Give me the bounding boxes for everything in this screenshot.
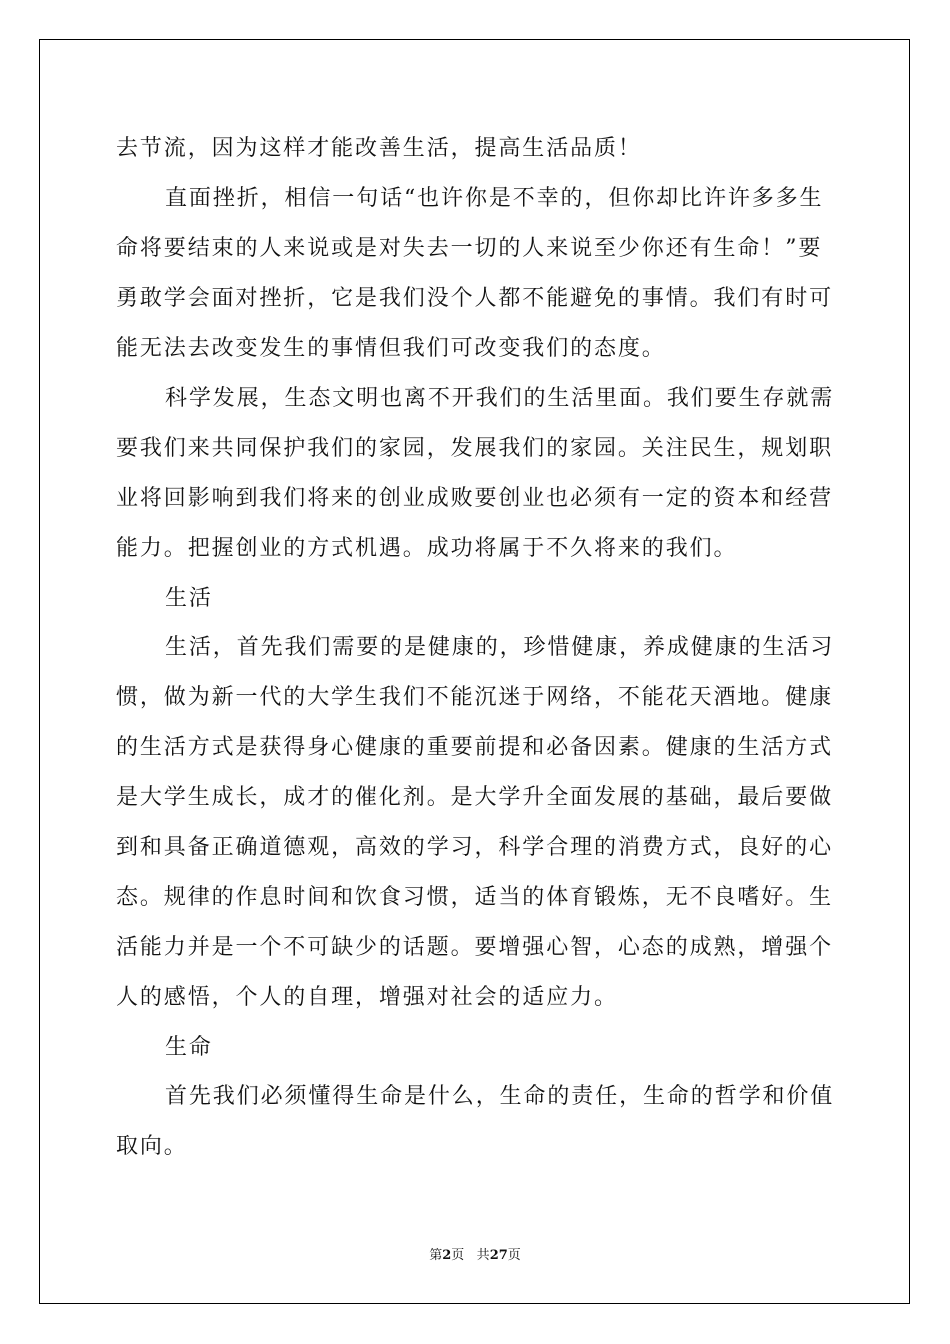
section-heading-life-meaning: 生命 — [165, 1035, 213, 1060]
text-line: 惯，做为新一代的大学生我们不能沉迷于网络，不能花天酒地。健康 — [116, 685, 834, 710]
paragraph-text-line: 科学发展，生态文明也离不开我们的生活里面。我们要生存就需 — [165, 386, 835, 411]
paragraph-text-line: 直面挫折，相信一句话“也许你是不幸的，但你却比许许多多生 — [165, 186, 824, 211]
text-line: 是大学生成长，成才的催化剂。是大学升全面发展的基础，最后要做 — [116, 785, 834, 810]
text-line: 勇敢学会面对挫折，它是我们没个人都不能避免的事情。我们有时可 — [116, 286, 834, 311]
total-prefix: 共 — [476, 1248, 490, 1263]
text-line: 取向。 — [116, 1134, 188, 1159]
total-suffix: 页 — [507, 1248, 521, 1263]
text-line: 命将要结束的人来说或是对失去一切的人来说至少你还有生命！”要 — [116, 236, 823, 261]
page-suffix: 页 — [451, 1248, 465, 1263]
page-prefix: 第 — [429, 1248, 443, 1263]
section-heading-life: 生活 — [165, 586, 213, 611]
total-pages: 27 — [489, 1248, 508, 1263]
text-line: 去节流，因为这样才能改善生活，提高生活品质！ — [116, 136, 642, 161]
page-border — [39, 39, 910, 1304]
paragraph-text-line: 生活，首先我们需要的是健康的，珍惜健康，养成健康的生活习 — [165, 635, 835, 660]
page-number: 2 — [442, 1248, 452, 1263]
text-line: 业将回影响到我们将来的创业成败要创业也必须有一定的资本和经营 — [116, 486, 834, 511]
text-line: 能无法去改变发生的事情但我们可改变我们的态度。 — [116, 336, 666, 361]
text-line: 到和具备正确道德观，高效的学习，科学合理的消费方式，良好的心 — [116, 835, 834, 860]
page-footer — [0, 1248, 950, 1264]
text-line: 态。规律的作息时间和饮食习惯，适当的体育锻炼，无不良嗜好。生 — [116, 885, 834, 910]
text-line: 人的感悟，个人的自理，增强对社会的适应力。 — [116, 985, 618, 1010]
text-line: 活能力并是一个不可缺少的话题。要增强心智，心态的成熟，增强个 — [116, 935, 834, 960]
text-line: 要我们来共同保护我们的家园，发展我们的家园。关注民生，规划职 — [116, 436, 834, 461]
text-line: 的生活方式是获得身心健康的重要前提和必备因素。健康的生活方式 — [116, 735, 834, 760]
text-line: 能力。把握创业的方式机遇。成功将属于不久将来的我们。 — [116, 536, 738, 561]
paragraph-text-line: 首先我们必须懂得生命是什么，生命的责任，生命的哲学和价值 — [165, 1084, 835, 1109]
